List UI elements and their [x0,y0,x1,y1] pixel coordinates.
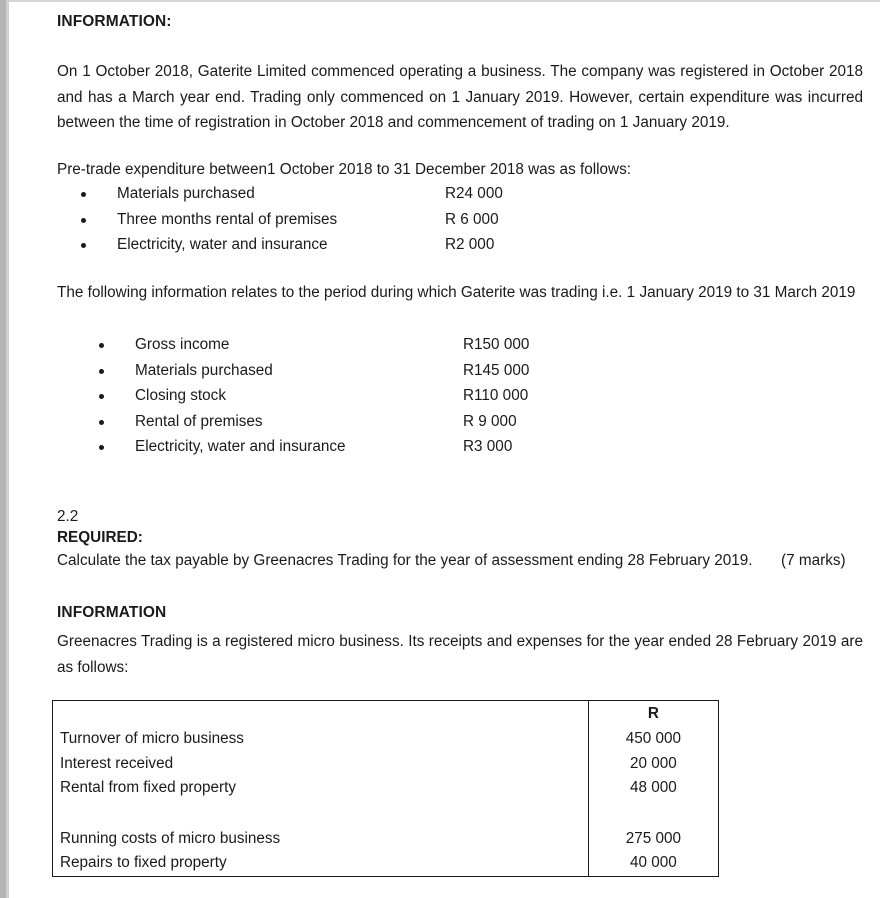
table-row [53,727,719,752]
list-item-label: Electricity, water and insurance [135,438,346,455]
left-margin-gutter-highlight [6,0,9,898]
bullet-icon [99,420,104,425]
table-row [53,851,719,876]
trading-list [75,332,775,460]
list-item-label: Electricity, water and insurance [117,236,328,253]
heading-information-second: INFORMATION [57,604,167,621]
table-cell-amount [588,801,718,827]
table-cell-amount: 40 000 [629,854,677,872]
receipts-and-expenses-table [52,700,719,877]
table-header-row [53,701,719,728]
table-row [53,776,719,801]
table-cell-amount: 450 000 [625,730,681,748]
list-item-amount: R3 000 [463,438,513,455]
bullet-icon [99,394,104,399]
question-number: 2.2 [57,508,79,525]
trading-lead-in: The following information relates to the period during which Gaterite was trading i.e. 1 January 2019 to 31 March 2019 [57,284,856,301]
pretrade-lead-in: Pre-trade expenditure between1 October 2018 to 31 December 2018 was as follows: [57,161,631,178]
table-spacer-row [53,801,719,827]
table-cell-label: Turnover of micro business [53,727,589,752]
list-item [75,358,775,384]
table-cell-label: Running costs of micro business [53,827,589,852]
bullet-icon [99,445,104,450]
bullet-icon [81,218,86,223]
intro-paragraph: On 1 October 2018, Gaterite Limited commenced operating a business. The company was registered in October 2018 and has a March year end. Trading only commenced on 1 January 2019. However, certain expenditure was incurred between the time of registration in October 2018 and commencement of trading on 1 January 2019. [57,63,863,131]
list-item-label: Three months rental of premises [117,210,338,228]
table-cell-label: Repairs to fixed property [53,851,589,876]
list-item [75,409,775,435]
list-item [57,207,757,233]
table-cell-amount: 20 000 [629,754,677,772]
table-header-label-cell [53,701,589,728]
required-text: Calculate the tax payable by Greenacres Trading for the year of assessment ending 28 February 2019. [57,552,753,569]
list-item [57,232,757,258]
list-item-label: Gross income [135,336,230,353]
left-margin-gutter [0,0,9,898]
required-label: REQUIRED: [57,529,143,546]
table-cell-label: Interest received [53,752,589,777]
list-item [57,181,757,207]
heading-information-top: INFORMATION: [57,13,172,30]
table-cell-amount: 48 000 [629,779,677,797]
table-cell-label [53,801,589,827]
table-cell-amount: 275 000 [625,829,681,847]
list-item-label: Materials purchased [135,361,273,379]
table-header-amount-cell: R [647,705,659,722]
list-item-amount: R 9 000 [463,412,517,430]
bullet-icon [99,369,104,374]
marks-allocation: (7 marks) [781,552,846,569]
list-item-amount: R2 000 [445,236,495,253]
page-top-rule [0,0,880,2]
greenacres-paragraph: Greenacres Trading is a registered micro business. Its receipts and expenses for the year ended 28 February 2019 are as follows: [57,633,863,676]
list-item-label: Materials purchased [117,185,255,202]
list-item-amount: R24 000 [445,185,503,202]
list-item-amount: R145 000 [463,361,530,379]
list-item [75,434,775,460]
list-item-label: Rental of premises [135,412,263,430]
list-item-amount: R110 000 [463,387,529,404]
bullet-icon [81,192,86,197]
list-item [75,383,775,409]
table-row [53,827,719,852]
table-row [53,752,719,777]
table-cell-label: Rental from fixed property [53,776,589,801]
list-item-amount: R 6 000 [445,210,499,228]
list-item [75,332,775,358]
list-item-label: Closing stock [135,387,226,404]
list-item-amount: R150 000 [463,336,530,353]
bullet-icon [99,343,104,348]
bullet-icon [81,243,86,248]
pretrade-list [57,181,757,258]
